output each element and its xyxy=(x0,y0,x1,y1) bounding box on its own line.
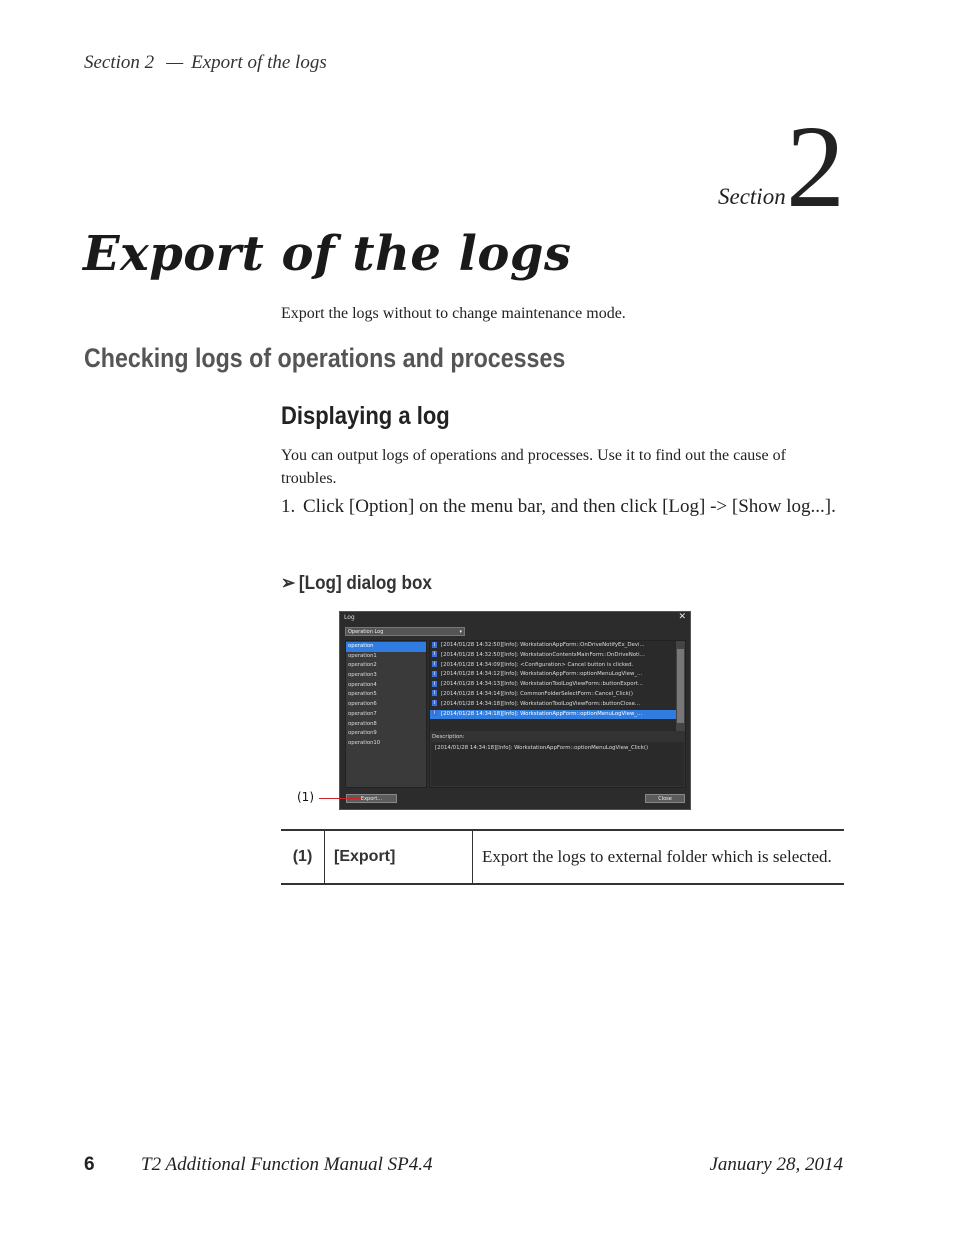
log-dialog xyxy=(339,611,691,810)
callout-label: (1) xyxy=(297,790,314,804)
table-row xyxy=(281,830,844,884)
step-1 xyxy=(281,494,843,520)
log-row[interactable] xyxy=(430,700,676,710)
list-item[interactable]: operation2 xyxy=(348,662,377,669)
running-head-section: Section 2 xyxy=(84,52,155,73)
log-row-text: [2014/01/28 14:34:18][Info]: WorkstationToolLogViewForm::buttonClose... xyxy=(441,700,641,707)
info-icon: i xyxy=(433,680,436,687)
log-row[interactable] xyxy=(430,670,676,680)
section-number: 2 xyxy=(786,101,845,232)
heading-displaying-log: Displaying a log xyxy=(281,402,450,430)
heading-checking-logs: Checking logs of operations and processes xyxy=(84,343,566,373)
log-row[interactable] xyxy=(430,680,676,690)
body-paragraph: You can output logs of operations and processes. Use it to find out the cause of troubles. xyxy=(281,447,786,487)
info-icon: i xyxy=(433,641,436,648)
info-icon: i xyxy=(433,700,436,707)
description-table xyxy=(281,829,844,885)
info-icon: i xyxy=(433,661,436,668)
dialog-title: Log xyxy=(344,614,355,621)
log-row[interactable] xyxy=(430,641,676,651)
list-item[interactable]: operation9 xyxy=(348,730,377,737)
log-type-select[interactable] xyxy=(345,627,465,636)
table-cell-item: [Export] xyxy=(325,830,473,884)
step-text: Click [Option] on the menu bar, and then click [Log] -> [Show log...]. xyxy=(303,496,836,517)
scrollbar-thumb[interactable] xyxy=(677,649,684,723)
arrow-bullet-icon: ➢ xyxy=(281,573,296,594)
log-row[interactable] xyxy=(430,690,676,700)
list-item[interactable]: operation8 xyxy=(348,720,377,727)
info-icon: i xyxy=(433,651,436,658)
list-item[interactable]: operation7 xyxy=(348,710,377,717)
description-label: Description: xyxy=(432,734,465,740)
close-icon[interactable]: ✕ xyxy=(678,612,686,622)
log-row-text: [2014/01/28 14:34:12][Info]: WorkstationAppForm::optionMenuLogView_... xyxy=(441,671,643,678)
export-button[interactable]: Export... xyxy=(346,794,397,803)
list-item[interactable]: operation4 xyxy=(348,681,377,688)
list-item[interactable]: operation5 xyxy=(348,691,377,698)
figure-caption xyxy=(281,572,432,595)
figure-caption-text: [Log] dialog box xyxy=(298,573,432,594)
chapter-title: Export of the logs xyxy=(83,226,572,282)
info-icon: i xyxy=(433,710,436,717)
page-number: 6 xyxy=(84,1154,95,1175)
log-row[interactable] xyxy=(430,651,676,661)
chevron-down-icon: ▾ xyxy=(459,629,462,635)
callout-line xyxy=(319,798,361,799)
list-item[interactable]: operation6 xyxy=(348,701,377,708)
list-item[interactable]: operation1 xyxy=(348,652,377,659)
footer-date: January 28, 2014 xyxy=(709,1154,843,1175)
step-number: 1. xyxy=(281,496,296,517)
info-icon: i xyxy=(433,670,436,677)
running-head xyxy=(84,52,327,74)
running-head-title: Export of the logs xyxy=(191,52,327,73)
log-row-text: [2014/01/28 14:32:50][Info]: WorkstationAppForm::OnDriveNotifyEx_Devi... xyxy=(441,642,645,648)
list-item[interactable]: operation xyxy=(346,642,426,652)
list-item[interactable]: operation3 xyxy=(348,672,377,679)
log-row[interactable] xyxy=(430,661,676,671)
running-head-dash: — xyxy=(166,52,184,73)
log-row-text: [2014/01/28 14:34:18][Info]: WorkstationAppForm::optionMenuLogView_... xyxy=(441,710,643,717)
log-type-value: Operation Log xyxy=(348,629,384,635)
log-row[interactable] xyxy=(430,710,676,720)
close-button[interactable]: Close xyxy=(645,794,685,803)
section-word: Section xyxy=(718,184,786,209)
footer-title: T2 Additional Function Manual SP4.4 xyxy=(141,1154,433,1175)
description-text: [2014/01/28 14:34:18][Info]: WorkstationAppForm::optionMenuLogView_Click() xyxy=(431,742,684,786)
log-row-text: [2014/01/28 14:34:09][Info]: <Configuration> Cancel button is clicked. xyxy=(441,661,634,668)
info-icon: i xyxy=(433,690,436,697)
log-row-text: [2014/01/28 14:32:50][Info]: WorkstationContentsMainForm::OnDriveNoti... xyxy=(441,651,645,658)
log-panel xyxy=(429,640,686,788)
table-cell-number: (1) xyxy=(281,830,325,884)
intro-text: Export the logs without to change maintenance mode. xyxy=(281,305,626,322)
log-row-text: [2014/01/28 14:34:14][Info]: CommonFolderSelectForm::Cancel_Click() xyxy=(441,690,633,697)
log-entries[interactable] xyxy=(430,641,676,731)
log-scrollbar[interactable] xyxy=(676,641,685,731)
log-row-text: [2014/01/28 14:34:13][Info]: WorkstationToolLogViewForm::buttonExport... xyxy=(441,681,644,688)
list-item[interactable]: operation10 xyxy=(348,739,381,746)
table-cell-description: Export the logs to external folder which is selected. xyxy=(482,847,832,866)
operation-list[interactable] xyxy=(345,640,427,788)
